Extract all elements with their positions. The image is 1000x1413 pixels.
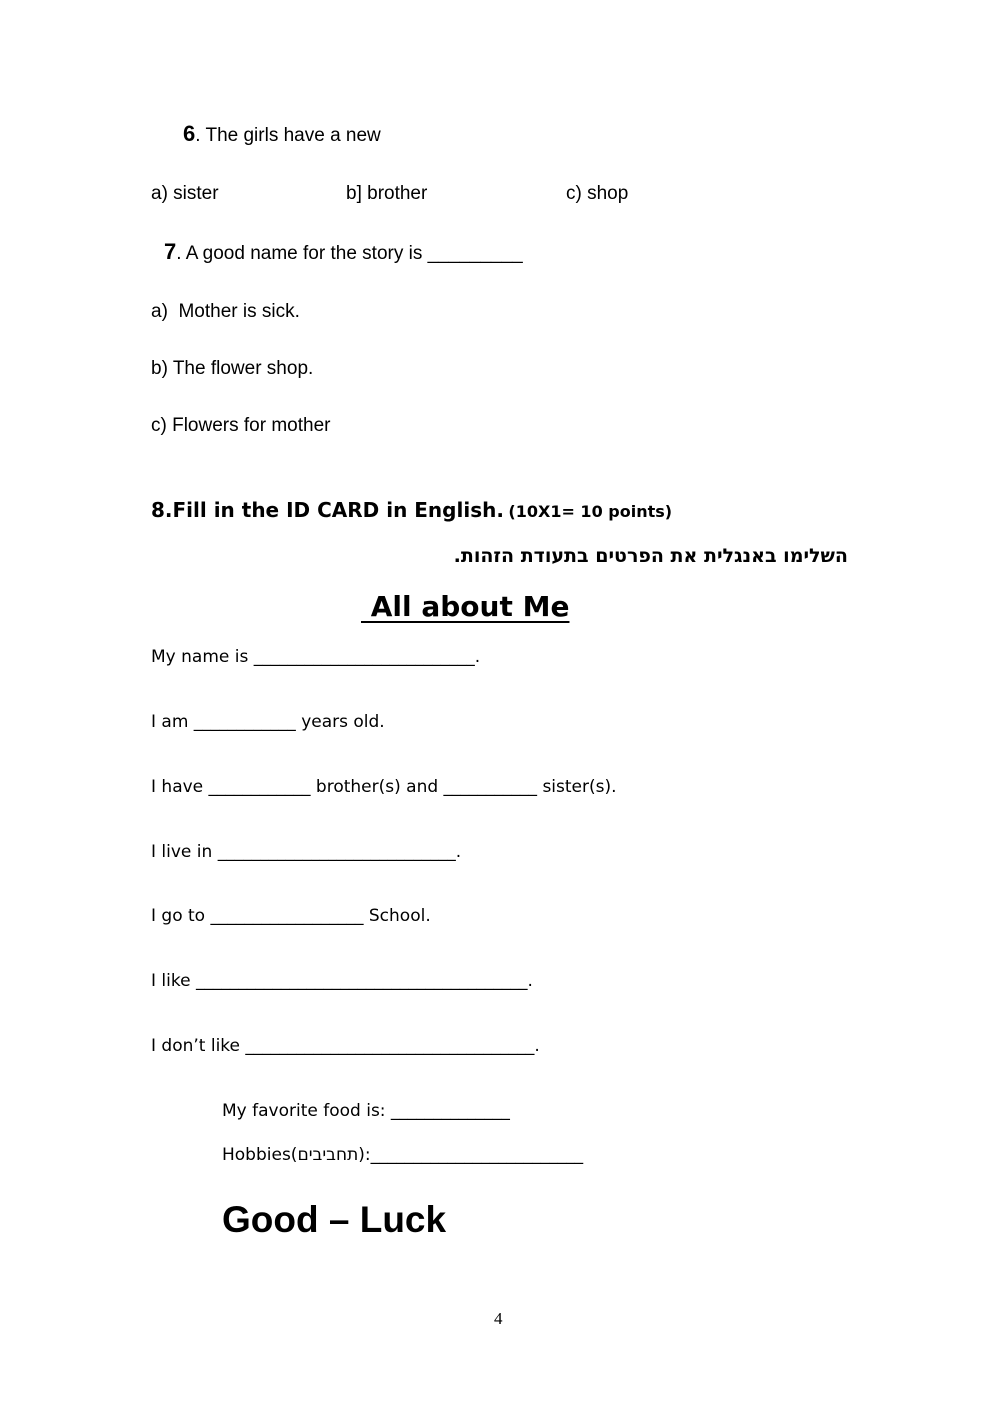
- card-line-hobbies: Hobbies(תחביבים):_________________________: [222, 1145, 584, 1165]
- card-line-siblings: I have ____________ brother(s) and ___________ sister(s).: [151, 777, 617, 797]
- card-line-residence: I live in ____________________________.: [151, 842, 462, 862]
- question-7-option-b: b) The flower shop.: [151, 358, 314, 379]
- card-title: All about Me: [361, 590, 570, 623]
- question-8-points: (10X1= 10 points): [508, 502, 673, 521]
- question-7: [164, 239, 523, 265]
- card-line-dislikes: I don’t like __________________________________.: [151, 1036, 540, 1056]
- good-luck-closing: Good – Luck: [222, 1199, 447, 1240]
- card-line-age: I am ____________ years old.: [151, 712, 385, 732]
- question-6-number: 6: [183, 121, 196, 146]
- question-6-text: . The girls have a new: [195, 125, 381, 146]
- question-6-option-b: b] brother: [346, 183, 428, 204]
- card-line-favorite-food: My favorite food is: ______________: [222, 1101, 510, 1121]
- card-line-school: I go to __________________ School.: [151, 906, 431, 926]
- question-6: [183, 121, 381, 147]
- page-number: 4: [494, 1309, 503, 1328]
- card-line-likes: I like _______________________________________.: [151, 971, 533, 991]
- question-7-number: 7: [164, 239, 177, 264]
- question-6-option-c: c) shop: [566, 183, 629, 204]
- question-6-option-a: a) sister: [151, 183, 219, 204]
- question-7-option-c: c) Flowers for mother: [151, 415, 331, 436]
- question-7-option-a: a) Mother is sick.: [151, 301, 300, 322]
- card-line-name: My name is __________________________.: [151, 647, 481, 667]
- question-7-text: . A good name for the story is _________: [176, 243, 523, 264]
- hebrew-instruction: השלימו באנגלית את הפרטים בתעודת הזהות.: [453, 545, 848, 567]
- question-8-heading-row: [151, 498, 672, 522]
- question-8-heading: 8.Fill in the ID CARD in English.: [151, 498, 504, 522]
